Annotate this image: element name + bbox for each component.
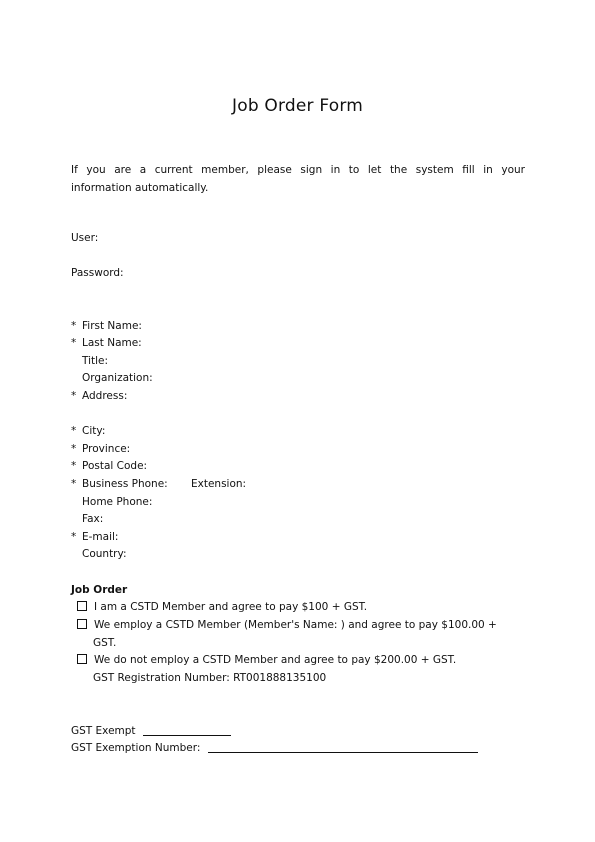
- last-name-field: [71, 337, 142, 349]
- user-label: User:: [71, 232, 99, 244]
- gst-exempt-field: [71, 725, 231, 737]
- required-marker: *: [71, 320, 77, 332]
- job-order-option-3: [77, 654, 456, 666]
- gst-exemption-number-label: GST Exemption Number:: [71, 742, 201, 754]
- address-field: [71, 390, 127, 402]
- city-label: City:: [82, 425, 106, 437]
- email-field: [71, 531, 118, 543]
- postal-code-label: Postal Code:: [82, 460, 148, 472]
- intro-text: [71, 161, 525, 197]
- password-label: Password:: [71, 267, 124, 279]
- gst-exempt-label: GST Exempt: [71, 725, 136, 737]
- business-phone-label: Business Phone:: [82, 478, 168, 490]
- required-marker: *: [71, 425, 77, 437]
- email-label: E-mail:: [82, 531, 119, 543]
- gst-registration-number: GST Registration Number: RT001888135100: [93, 672, 327, 684]
- required-marker: *: [71, 531, 77, 543]
- job-order-option-1: [77, 601, 367, 613]
- first-name-field: [71, 320, 142, 332]
- option-2-checkbox[interactable]: [77, 619, 87, 629]
- required-marker: *: [71, 460, 77, 472]
- required-marker: *: [71, 443, 77, 455]
- option-1-checkbox[interactable]: [77, 601, 87, 611]
- gst-exemption-number-blank[interactable]: [208, 742, 478, 753]
- intro-line-1: If you are a current member, please sign in to let the system fill in your: [71, 164, 525, 176]
- province-field: [71, 443, 130, 455]
- option-3-label: We do not employ a CSTD Member and agree to pay $200.00 + GST.: [94, 654, 457, 666]
- option-3-checkbox[interactable]: [77, 654, 87, 664]
- city-field: [71, 425, 105, 437]
- postal-code-field: [71, 460, 147, 472]
- last-name-label: Last Name:: [82, 337, 142, 349]
- province-label: Province:: [82, 443, 131, 455]
- title-label: Title:: [82, 355, 109, 367]
- first-name-label: First Name:: [82, 320, 142, 332]
- job-order-option-2: [77, 619, 525, 631]
- option-1-label: I am a CSTD Member and agree to pay $100 + GST.: [94, 601, 368, 613]
- form-title: Job Order Form: [232, 96, 363, 116]
- intro-line-2: information automatically.: [71, 182, 209, 194]
- option-2-label-line-1: We employ a CSTD Member (Member's Name: ) and agree to pay $100.00 +: [94, 619, 497, 631]
- required-marker: *: [71, 478, 77, 490]
- business-phone-field: [71, 478, 168, 490]
- required-marker: *: [71, 337, 77, 349]
- gst-exemption-number-field: [71, 742, 478, 754]
- country-label: Country:: [82, 548, 127, 560]
- option-2-label-line-2: GST.: [93, 637, 117, 649]
- job-order-heading: Job Order: [71, 584, 128, 596]
- gst-exempt-blank[interactable]: [143, 725, 231, 736]
- required-marker: *: [71, 390, 77, 402]
- organization-label: Organization:: [82, 372, 153, 384]
- fax-label: Fax:: [82, 513, 104, 525]
- home-phone-label: Home Phone:: [82, 496, 153, 508]
- address-label: Address:: [82, 390, 128, 402]
- extension-label: Extension:: [191, 478, 247, 490]
